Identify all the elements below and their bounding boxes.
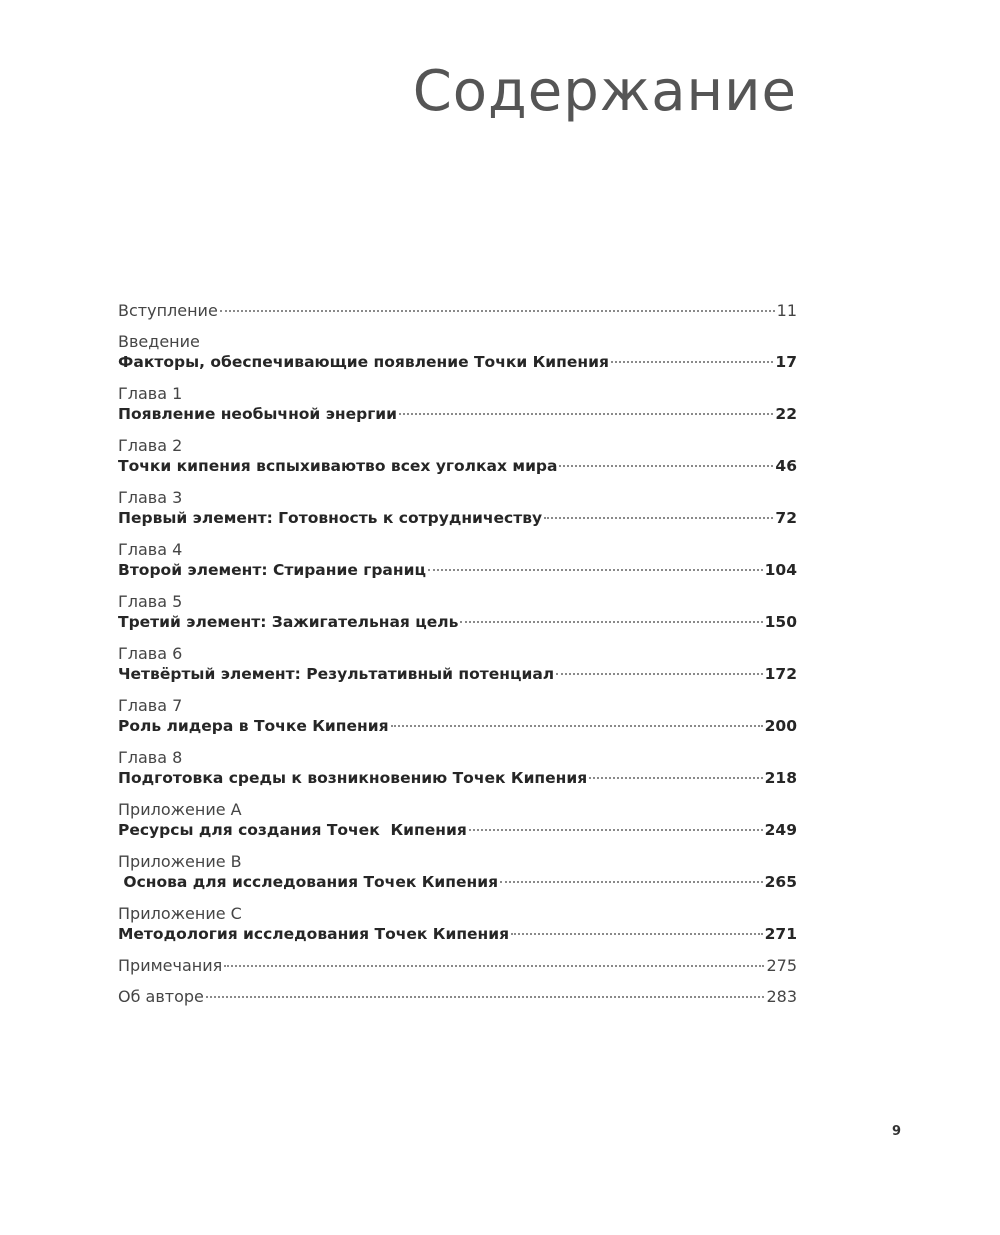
toc-entry-title: Второй элемент: Стирание границ — [118, 561, 426, 579]
toc-entry-title: Появление необычной энергии — [118, 405, 398, 423]
dot-leader — [428, 569, 763, 571]
dot-leader — [589, 777, 762, 779]
dot-leader — [224, 965, 764, 967]
page-title: Содержание — [412, 59, 797, 124]
toc-entry-page: 17 — [775, 353, 797, 371]
toc-entry-chapter-7[interactable] — [118, 695, 797, 737]
toc-entry-appendix-a[interactable] — [118, 799, 797, 841]
dot-leader — [399, 413, 773, 415]
toc-entry-intro[interactable] — [118, 300, 797, 321]
toc-entry-title: Роль лидера в Точке Кипения — [118, 717, 389, 735]
dot-leader — [391, 725, 763, 727]
toc-entry-label: Глава 6 — [118, 644, 183, 663]
toc-entry-title: Точки кипения вспыхиваютво всех уголках мира — [118, 457, 558, 475]
toc-entry-title: Вступление — [118, 301, 218, 320]
toc-entry-label: Глава 3 — [118, 488, 183, 507]
toc-entry-title: Об авторе — [118, 987, 204, 1006]
toc-entry-label: Глава 8 — [118, 748, 183, 767]
toc-entry-page: 72 — [775, 509, 797, 527]
toc-entry-title: Третий элемент: Зажигательная цель — [118, 613, 459, 631]
toc-entry-page: 271 — [764, 925, 797, 943]
toc-entry-chapter-1[interactable] — [118, 383, 797, 425]
toc-entry-page: 218 — [764, 769, 797, 787]
toc-entry-page: 265 — [764, 873, 797, 891]
toc-entry-label: Введение — [118, 332, 200, 351]
toc-entry-page: 11 — [776, 301, 797, 320]
toc-entry-title: Первый элемент: Готовность к сотрудничеству — [118, 509, 543, 527]
dot-leader — [206, 996, 765, 998]
toc-entry-chapter-2[interactable] — [118, 435, 797, 477]
toc-entry-title: Основа для исследования Точек Кипения — [118, 873, 499, 891]
toc-entry-page: 275 — [766, 956, 797, 975]
dot-leader — [511, 933, 763, 935]
toc-entry-label: Приложение В — [118, 852, 242, 871]
dot-leader — [469, 829, 763, 831]
toc-entry-page: 46 — [775, 457, 797, 475]
toc-entry-page: 104 — [764, 561, 797, 579]
toc-entry-label: Глава 2 — [118, 436, 183, 455]
dot-leader — [460, 621, 762, 623]
dot-leader — [559, 465, 773, 467]
toc-entry-title: Четвёртый элемент: Результативный потенциал — [118, 665, 555, 683]
toc-entry-label: Приложение А — [118, 800, 242, 819]
toc-entry-appendix-c[interactable] — [118, 903, 797, 945]
toc-entry-notes[interactable] — [118, 955, 797, 976]
toc-entry-appendix-b[interactable] — [118, 851, 797, 893]
toc-entry-page: 150 — [764, 613, 797, 631]
toc-entry-page: 200 — [764, 717, 797, 735]
dot-leader — [611, 361, 774, 363]
toc-entry-chapter-4[interactable] — [118, 539, 797, 581]
toc-entry-page: 22 — [775, 405, 797, 423]
toc-entry-chapter-6[interactable] — [118, 643, 797, 685]
toc-entry-about-author[interactable] — [118, 986, 797, 1007]
dot-leader — [220, 310, 775, 312]
toc-entry-label: Глава 5 — [118, 592, 183, 611]
toc-entry-label: Приложение С — [118, 904, 242, 923]
toc-entry-title: Методология исследования Точек Кипения — [118, 925, 510, 943]
toc-entry-chapter-5[interactable] — [118, 591, 797, 633]
toc-entry-label: Глава 7 — [118, 696, 183, 715]
toc-entry-title: Факторы, обеспечивающие появление Точки Кипения — [118, 353, 609, 371]
dot-leader — [500, 881, 763, 883]
toc-entry-chapter-3[interactable] — [118, 487, 797, 529]
toc-entry-label: Глава 1 — [118, 384, 183, 403]
toc-entry-page: 249 — [764, 821, 797, 839]
toc-entry-page: 172 — [764, 665, 797, 683]
toc-entry-chapter-8[interactable] — [118, 747, 797, 789]
toc-entry-title: Примечания — [118, 956, 223, 975]
dot-leader — [544, 517, 773, 519]
dot-leader — [556, 673, 762, 675]
toc-entry-title: Ресурсы для создания Точек Кипения — [118, 821, 467, 839]
toc-entry-title: Подготовка среды к возникновению Точек Кипения — [118, 769, 588, 787]
table-of-contents — [118, 300, 797, 1017]
toc-entry-label: Глава 4 — [118, 540, 183, 559]
toc-entry-introduction[interactable] — [118, 331, 797, 373]
page-number: 9 — [892, 1124, 902, 1139]
toc-entry-page: 283 — [766, 987, 797, 1006]
